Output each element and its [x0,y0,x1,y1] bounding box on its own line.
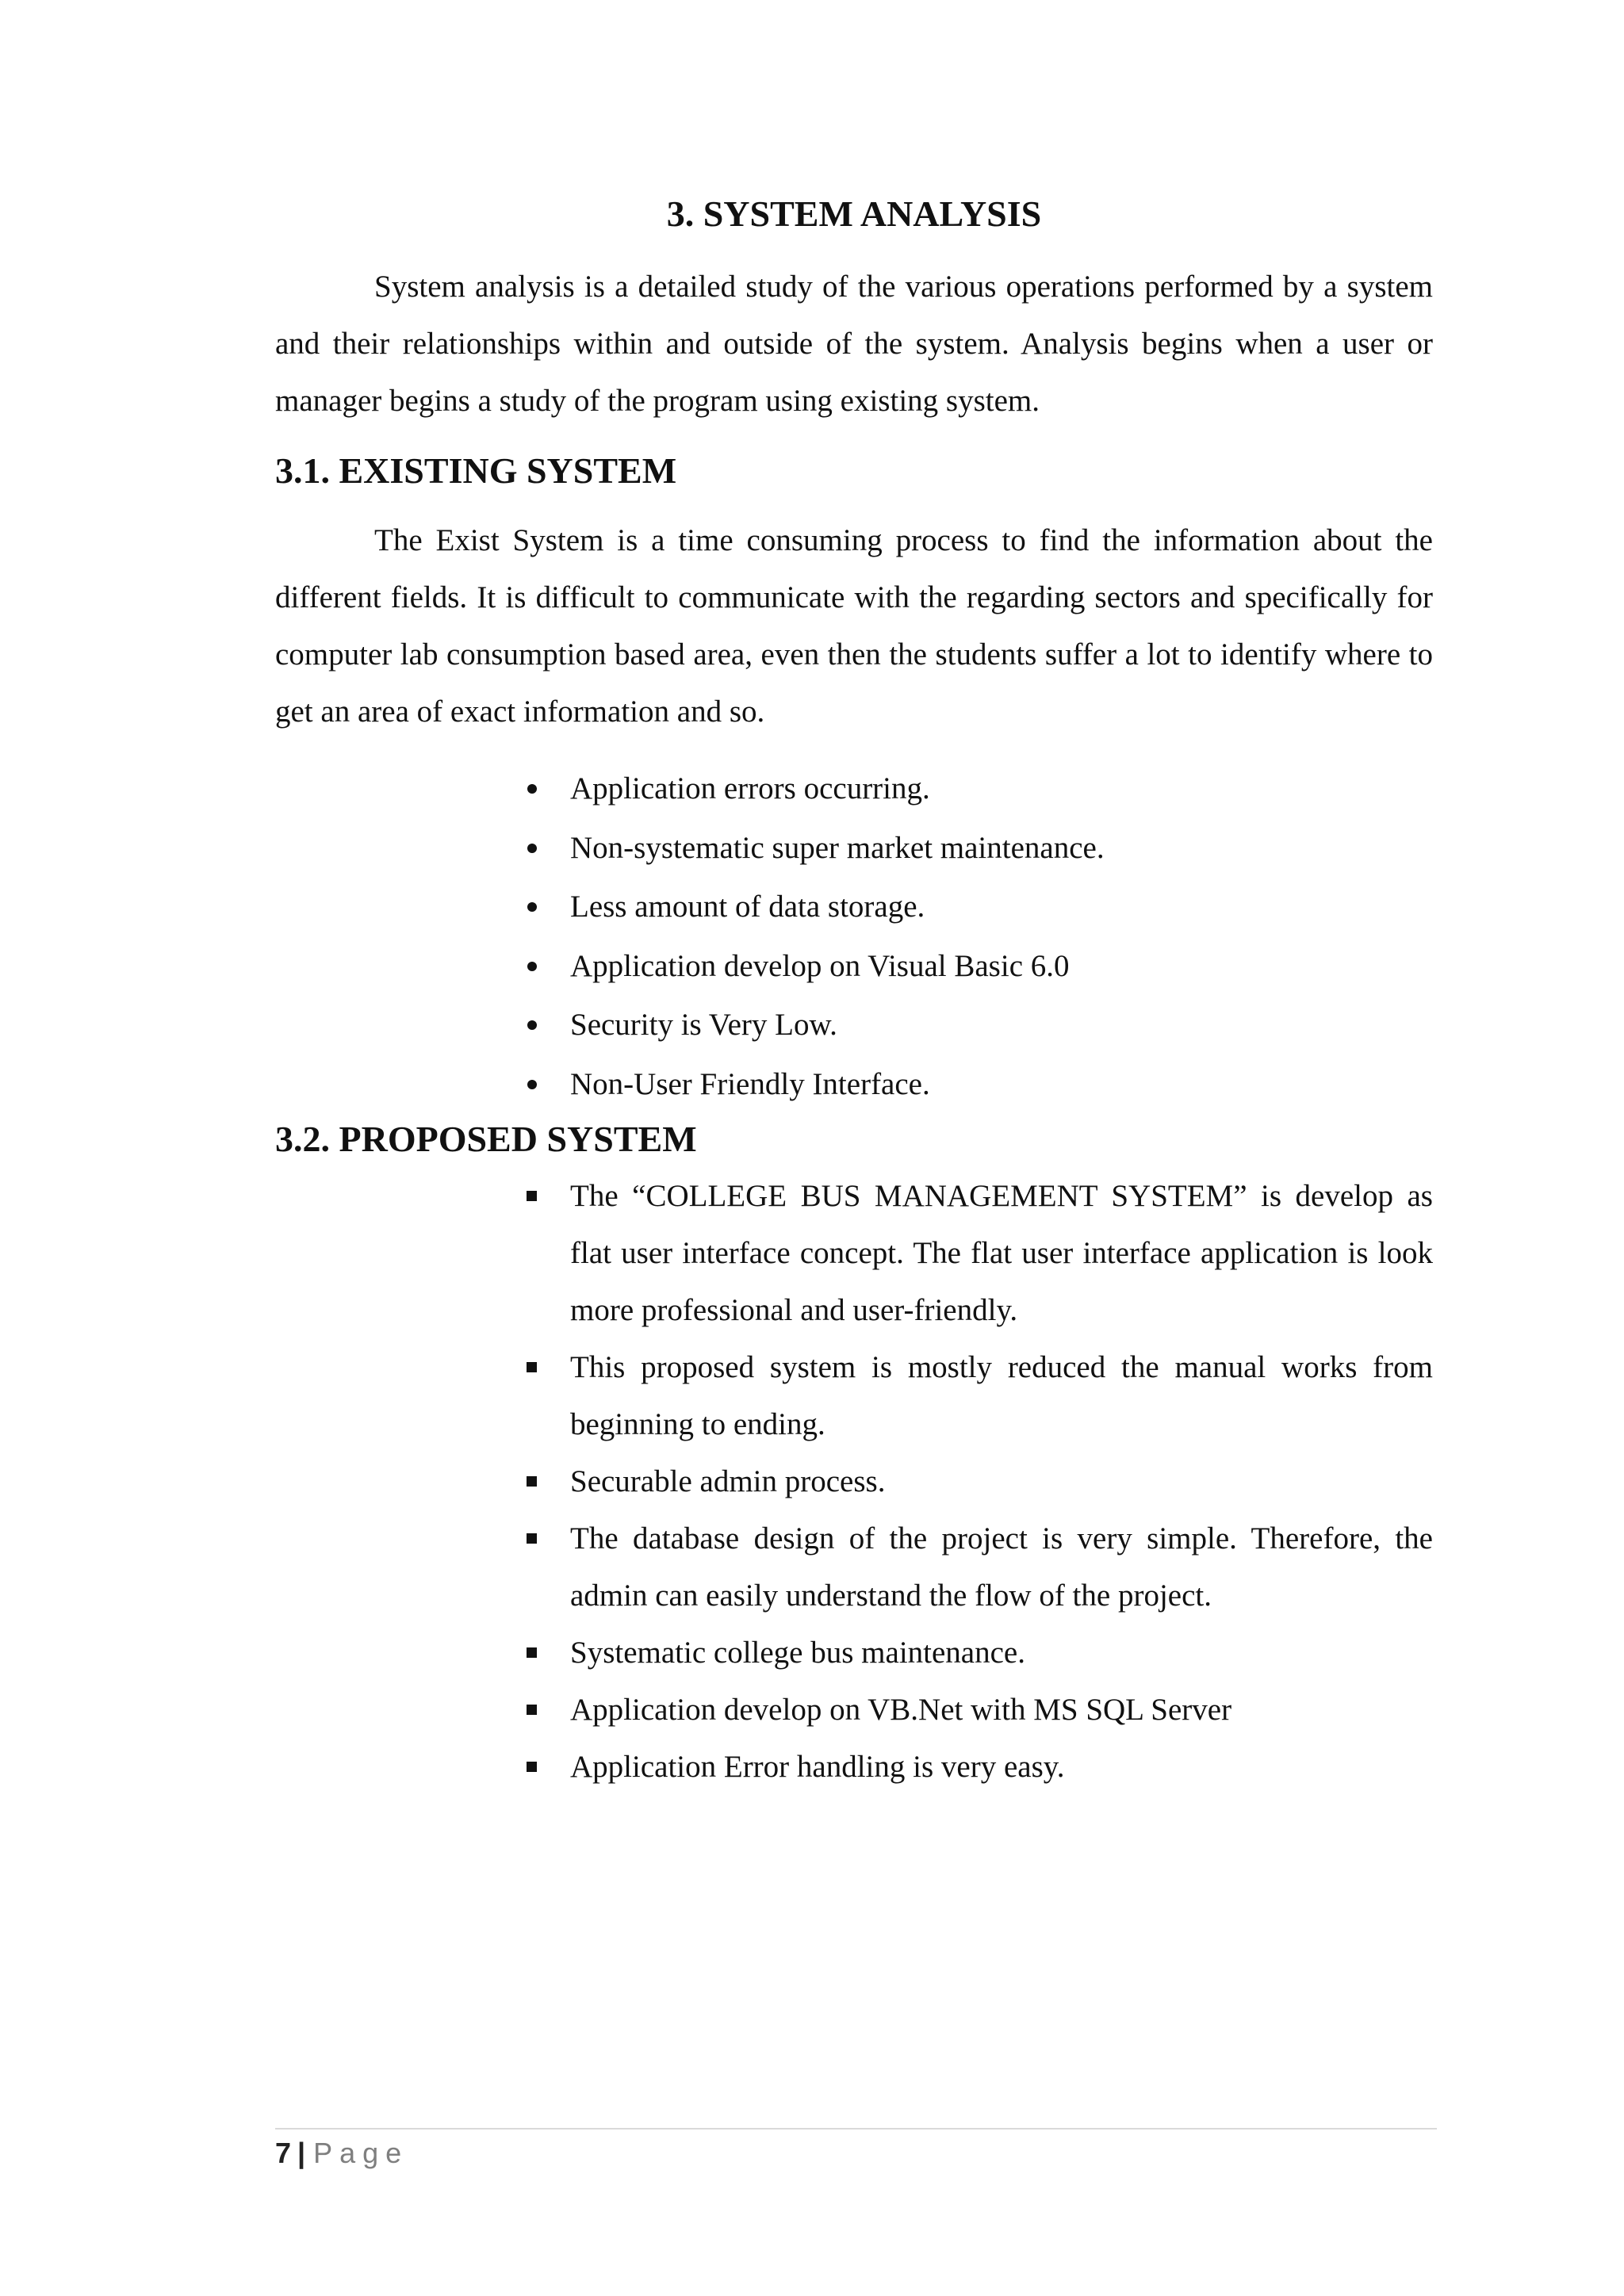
list-item [513,819,1433,878]
list-item-text: Non-User Friendly Interface. [570,1066,930,1101]
page-label: Page [313,2137,409,2169]
bullet-square-icon [527,1533,537,1544]
bullet-dot-icon [527,1080,537,1089]
proposed-system-heading: 3.2. PROPOSED SYSTEM [275,1119,697,1159]
bullet-square-icon [527,1362,537,1372]
list-item-text: Less amount of data storage. [570,890,925,924]
footer-separator: | [297,2137,306,2169]
bullet-dot-icon [527,902,537,912]
list-item [513,1510,1433,1624]
existing-system-heading: 3.1. EXISTING SYSTEM [275,450,677,491]
bullet-dot-icon [527,784,537,794]
list-item [513,1682,1433,1739]
bullet-square-icon [527,1647,537,1658]
page-footer [275,2136,408,2171]
list-item [513,1168,1433,1339]
list-item-text: Application develop on VB.Net with MS SQL Server [570,1693,1232,1727]
list-item-text: Application errors occurring. [570,771,930,806]
page-content [275,190,1433,1796]
proposed-system-list [513,1168,1433,1796]
bullet-square-icon [527,1705,537,1715]
bullet-square-icon [527,1191,537,1201]
page-number: 7 [275,2137,292,2169]
footer-divider [275,2128,1437,2130]
list-item-text: Non-systematic super market maintenance. [570,830,1105,865]
bullet-dot-icon [527,962,537,971]
chapter-title: 3. SYSTEM ANALYSIS [666,193,1042,234]
list-item [513,1055,1433,1115]
intro-paragraph: System analysis is a detailed study of the various operations performed by a system and their relationships within and outside of the system. Analysis begins when a user or manager begins a study of the program using existing system. [275,270,1433,418]
list-item-text: Systematic college bus maintenance. [570,1636,1025,1670]
list-item-text: Securable admin process. [570,1464,886,1498]
bullet-square-icon [527,1476,537,1487]
list-item [513,1453,1433,1510]
list-item-text: Application Error handling is very easy. [570,1750,1065,1784]
list-item-text: This proposed system is mostly reduced the manual works from beginning to ending. [570,1350,1433,1441]
list-item-text: Application develop on Visual Basic 6.0 [570,948,1070,983]
bullet-dot-icon [527,844,537,853]
list-item-text: The database design of the project is very simple. Therefore, the admin can easily understand the flow of the project. [570,1521,1433,1613]
list-item [513,1739,1433,1796]
bullet-dot-icon [527,1020,537,1030]
list-item [513,1624,1433,1682]
list-item-text: Security is Very Low. [570,1008,837,1042]
list-item [513,1339,1433,1453]
list-item [513,996,1433,1055]
list-item [513,878,1433,937]
list-item [513,760,1433,819]
list-item [513,937,1433,997]
existing-system-list [513,760,1433,1114]
list-item-text: The “COLLEGE BUS MANAGEMENT SYSTEM” is develop as flat user interface concept. The flat user interface application is look more professional and user-friendly. [570,1179,1433,1327]
existing-system-paragraph: The Exist System is a time consuming process to find the information about the different fields. It is difficult to communicate with the regarding sectors and specifically for computer lab consumption based area, even then the students suffer a lot to identify where to get an area of exact information and so. [275,523,1433,729]
bullet-square-icon [527,1762,537,1772]
